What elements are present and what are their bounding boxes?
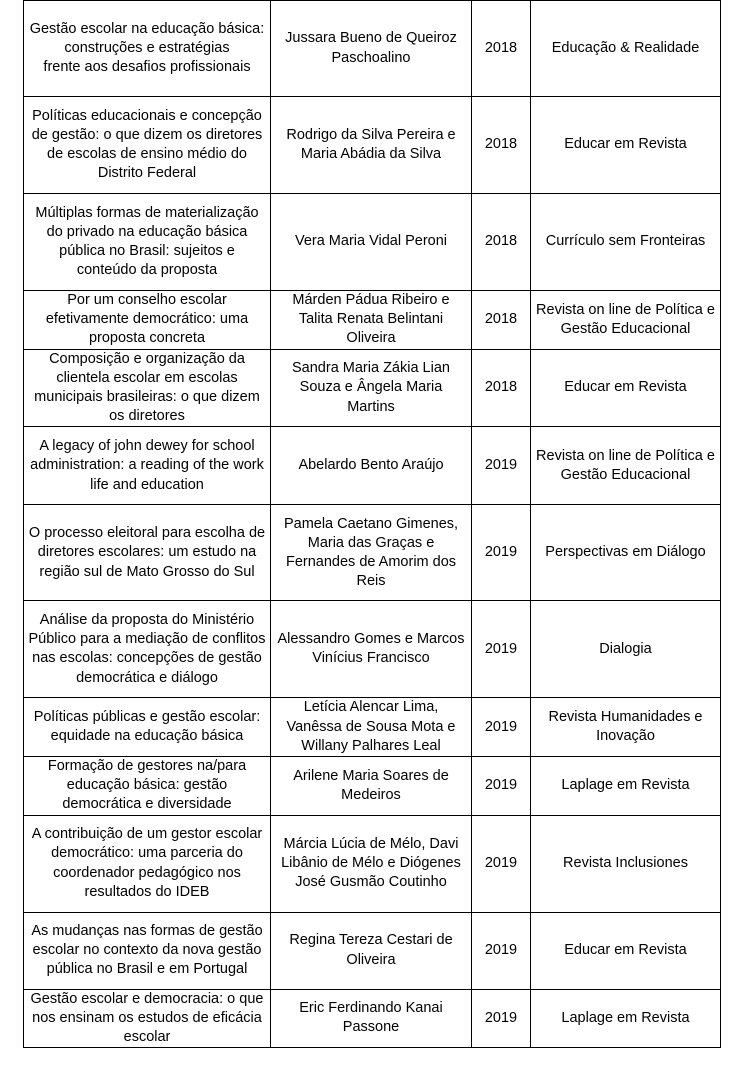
year-text: 2019 [484,457,518,474]
article-title-cell [24,194,271,291]
table-row [24,1,721,97]
year-cell [472,291,531,350]
year-text: 2018 [484,379,518,396]
authors-text: Regina Tereza Cestari de Oliveira [289,932,453,968]
table-row [24,97,721,194]
article-title-text: A legacy of john dewey for school administration: a reading of the work life and education [30,438,264,493]
year-cell [472,505,531,601]
authors-cell [271,505,472,601]
authors-text: Márden Pádua Ribeiro e Talita Renata Belintani Oliveira [292,292,450,347]
table-row [24,757,721,816]
year-cell [472,427,531,505]
authors-text: Jussara Bueno de Queiroz Paschoalino [285,30,457,66]
article-title-text: Políticas públicas e gestão escolar: equidade na educação básica [33,709,261,745]
journal-cell [531,698,721,757]
article-title-cell [24,815,271,912]
journal-cell [531,757,721,816]
journal-cell [531,349,721,427]
table-row [24,291,721,350]
references-table [23,0,721,1048]
authors-cell [271,97,472,194]
references-table-body [24,1,721,1048]
authors-cell [271,427,472,505]
table-row [24,505,721,601]
journal-text: Educar em Revista [564,942,687,959]
year-cell [472,757,531,816]
article-title-text: Por um conselho escolar efetivamente democrático: uma proposta concreta [45,292,249,347]
article-title-cell [24,427,271,505]
year-cell [472,349,531,427]
year-text: 2019 [484,544,518,561]
article-title-cell [24,291,271,350]
authors-cell [271,349,472,427]
journal-text: Revista Humanidades e Inovação [548,709,703,745]
authors-text: Abelardo Bento Araújo [298,457,444,474]
journal-cell [531,194,721,291]
table-row [24,349,721,427]
authors-text: Alessandro Gomes e Marcos Vinícius Francisco [277,631,465,667]
article-title-text: Gestão escolar e democracia: o que nos ensinam os estudos de eficácia escolar [30,990,264,1046]
authors-text: Pamela Caetano Gimenes, Maria das Graças e Fernandes de Amorim dos Reis [283,515,459,590]
article-title-cell [24,349,271,427]
table-row [24,427,721,505]
year-cell [472,601,531,698]
table-row [24,194,721,291]
article-title-text: Análise da proposta do Ministério Público para a mediação de conflitos nas escolas: concepções de gestão democrática e diálogo [28,612,266,686]
year-cell [472,698,531,757]
journal-cell [531,505,721,601]
article-title-text: Formação de gestores na/para educação básica: gestão democrática e diversidade [47,758,247,813]
article-title-text: Gestão escolar na educação básica: construções e estratégias frente aos desafios profissionais [29,20,265,76]
authors-text: Rodrigo da Silva Pereira e Maria Abádia da Silva [286,126,456,162]
journal-cell [531,912,721,989]
year-cell [472,989,531,1048]
year-cell [472,194,531,291]
article-title-text: Composição e organização da clientela escolar em escolas municipais brasileiras: o que dizem os diretores [34,350,260,425]
article-title-cell [24,912,271,989]
year-text: 2019 [484,855,518,872]
article-title-text: O processo eleitoral para escolha de diretores escolares: um estudo na região sul de Mato Grosso do Sul [28,525,266,580]
article-title-text: Múltiplas formas de materialização do privado na educação básica pública no Brasil: sujeitos e conteúdo da proposta [35,204,259,279]
authors-text: Márcia Lúcia de Mélo, Davi Libânio de Mélo e Diógenes José Gusmão Coutinho [281,835,461,891]
year-cell [472,97,531,194]
journal-text: Revista Inclusiones [563,855,688,872]
table-row [24,815,721,912]
authors-cell [271,912,472,989]
article-title-text: Políticas educacionais e concepção de gestão: o que dizem os diretores de escolas de ensino médio do Distrito Federal [31,107,263,182]
journal-text: Dialogia [599,640,652,657]
journal-text: Currículo sem Fronteiras [545,233,706,250]
authors-text: Letícia Alencar Lima, Vanêssa de Sousa Mota e Willany Palhares Leal [286,699,456,754]
year-text: 2019 [484,640,518,657]
authors-text: Sandra Maria Zákia Lian Souza e Ângela Maria Martins [292,360,450,415]
table-row [24,698,721,757]
journal-text: Educar em Revista [564,379,687,396]
authors-cell [271,757,472,816]
authors-text: Vera Maria Vidal Peroni [294,233,448,250]
year-text: 2019 [484,718,518,735]
article-title-cell [24,505,271,601]
journal-cell [531,427,721,505]
article-title-cell [24,1,271,97]
authors-cell [271,989,472,1048]
journal-text: Educar em Revista [564,136,687,153]
article-title-cell [24,698,271,757]
table-row [24,601,721,698]
journal-cell [531,815,721,912]
article-title-cell [24,97,271,194]
year-text: 2019 [484,1009,518,1026]
year-cell [472,1,531,97]
journal-text: Revista on line de Política e Gestão Educacional [536,447,715,483]
year-cell [472,912,531,989]
journal-cell [531,989,721,1048]
article-title-cell [24,757,271,816]
journal-text: Laplage em Revista [561,1009,690,1026]
journal-cell [531,1,721,97]
article-title-text: A contribuição de um gestor escolar democrático: uma parceria do coordenador pedagógico nos resultados do IDEB [31,826,263,900]
authors-cell [271,601,472,698]
journal-cell [531,601,721,698]
article-title-cell [24,601,271,698]
authors-cell [271,194,472,291]
year-text: 2018 [484,233,518,250]
table-row [24,989,721,1048]
year-text: 2019 [484,942,518,959]
authors-text: Eric Ferdinando Kanai Passone [299,1000,443,1036]
journal-text: Perspectivas em Diálogo [545,544,706,561]
authors-text: Arilene Maria Soares de Medeiros [293,767,449,803]
table-row [24,912,721,989]
year-text: 2019 [484,777,518,794]
authors-cell [271,815,472,912]
authors-cell [271,291,472,350]
authors-cell [271,698,472,757]
year-cell [472,815,531,912]
journal-text: Revista on line de Política e Gestão Educacional [536,301,715,337]
journal-cell [531,97,721,194]
year-text: 2018 [484,311,518,328]
article-title-text: As mudanças nas formas de gestão escolar no contexto da nova gestão pública no Brasil e em Portugal [31,922,263,978]
journal-text: Laplage em Revista [561,777,690,794]
journal-text: Educação & Realidade [551,39,700,56]
year-text: 2018 [484,136,518,153]
article-title-cell [24,989,271,1048]
journal-cell [531,291,721,350]
year-text: 2018 [484,39,518,56]
authors-cell [271,1,472,97]
